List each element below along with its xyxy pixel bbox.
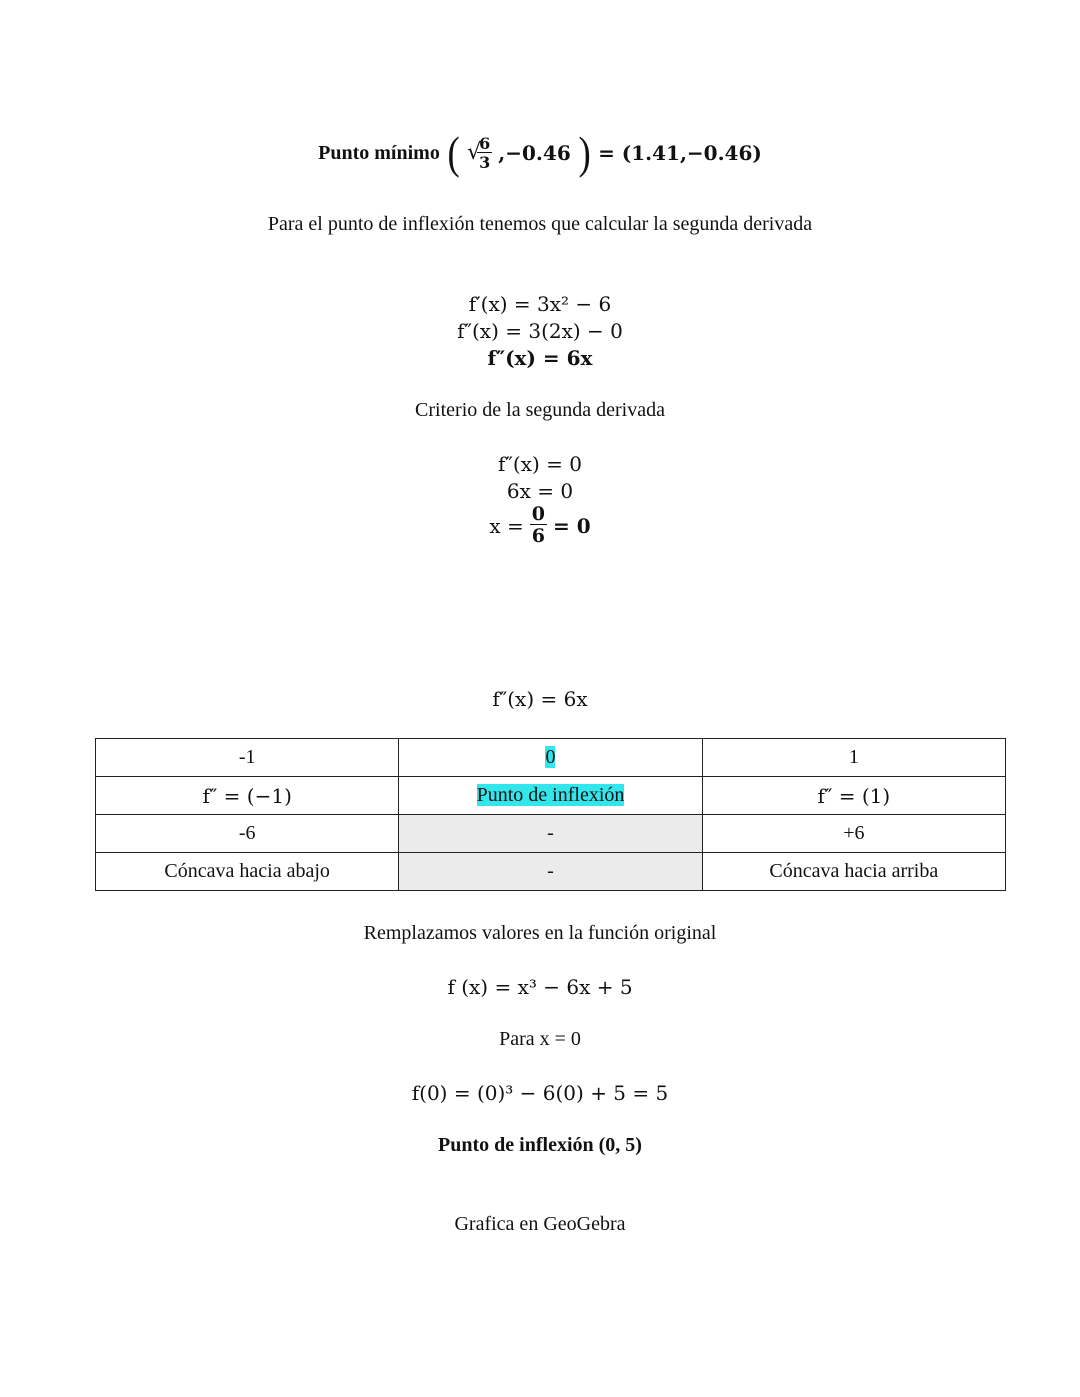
table-cell	[399, 777, 702, 815]
for-x: Para x = 0	[499, 1028, 581, 1050]
inflection-point: Punto de inflexión (0, 5)	[438, 1134, 642, 1156]
derivative-3: f″(x) = 6x	[487, 346, 593, 370]
evaluation: f(0) = (0)³ − 6(0) + 5 = 5	[411, 1081, 669, 1105]
radical-sign: √	[467, 139, 482, 165]
original-function: f (x) = x³ − 6x + 5	[447, 975, 633, 999]
replace-text: Remplazamos valores en la función original	[363, 922, 717, 944]
table-row	[96, 815, 1006, 853]
table-row	[96, 739, 1006, 777]
highlighted-inflection: Punto de inflexión	[476, 784, 625, 806]
table-cell: Cóncava hacia arriba	[702, 853, 1005, 891]
derivative-2: f″(x) = 3(2x) − 0	[457, 319, 623, 343]
criterion-text: Criterio de la segunda derivada	[415, 399, 665, 421]
table-row	[96, 777, 1006, 815]
table-cell	[399, 739, 702, 777]
right-paren: )	[578, 127, 591, 178]
solve-line-3	[0, 505, 1080, 546]
table-cell: Cóncava hacia abajo	[96, 853, 399, 891]
sqrt-fraction	[467, 133, 492, 172]
min-point-label: Punto mínimo	[318, 141, 440, 164]
frac-denominator: 6	[531, 525, 545, 547]
left-paren: (	[447, 127, 460, 178]
solve-line-2: 6x = 0	[506, 479, 574, 503]
table-cell: 1	[702, 739, 1005, 777]
solve-line-1: f″(x) = 0	[498, 452, 582, 476]
graph-caption: Grafica en GeoGebra	[454, 1213, 626, 1235]
highlighted-zero: 0	[545, 746, 556, 768]
table-cell: -	[399, 853, 702, 891]
table-cell: +6	[702, 815, 1005, 853]
table-cell: -	[399, 815, 702, 853]
sqrt-denominator: 3	[479, 152, 491, 172]
frac-numerator: 0	[531, 503, 545, 525]
solve-result: = 0	[553, 513, 591, 538]
x-equals: x =	[489, 513, 524, 538]
min-point-line	[0, 127, 1080, 178]
table-cell: -6	[96, 815, 399, 853]
table-row	[96, 853, 1006, 891]
derivative-1: f′(x) = 3x² − 6	[468, 292, 612, 316]
second-derivative-label: f″(x) = 6x	[492, 687, 588, 711]
concavity-table	[95, 738, 1006, 891]
table-cell: f″ = (1)	[702, 777, 1005, 815]
table-cell: -1	[96, 739, 399, 777]
min-point-result: = (1.41,−0.46)	[598, 141, 762, 165]
sqrt-numerator: 6	[479, 133, 491, 153]
min-point-y: ,−0.46	[498, 141, 571, 165]
intro-text: Para el punto de inflexión tenemos que calcular la segunda derivada	[267, 213, 813, 235]
table-cell: f″ = (−1)	[96, 777, 399, 815]
